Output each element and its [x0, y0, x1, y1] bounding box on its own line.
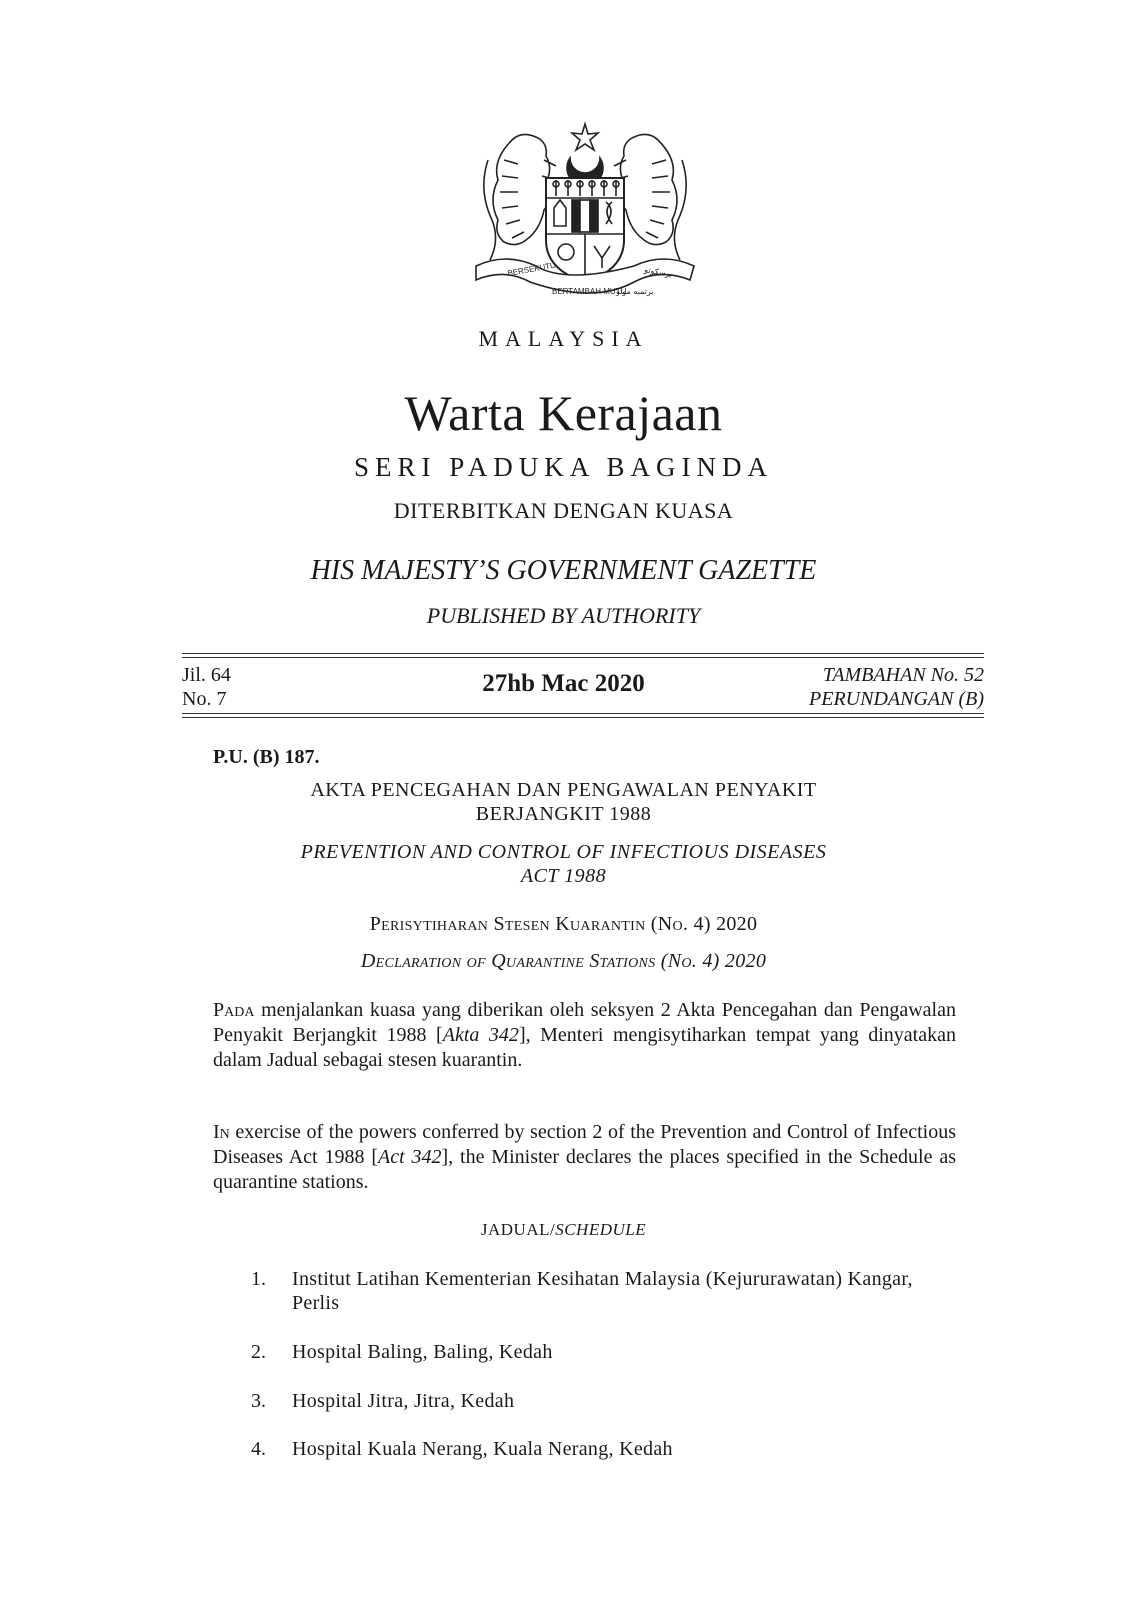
pu-number: P.U. (B) 187. — [213, 746, 320, 768]
published-by-authority-ms: DITERBITKAN DENGAN KUASA — [393, 498, 734, 523]
act-title-en-line1: PREVENTION AND CONTROL OF INFECTIOUS DISEASES — [300, 841, 827, 863]
schedule-title-ms: JADUAL/ — [480, 1220, 556, 1239]
gazette-title-en: HIS MAJESTY’S GOVERNMENT GAZETTE — [310, 555, 817, 586]
schedule-item-number: 2. — [251, 1341, 266, 1363]
divider — [182, 717, 984, 718]
supplement-number: TAMBAHAN No. 52 — [822, 664, 984, 686]
paragraph-ms-text: menjalankan kuasa yang diberikan oleh seksyen 2 Akta Pencegahan dan Pengawalan Penyakit Berjangkit 1988 [ — [213, 999, 956, 1046]
schedule-item-number: 4. — [251, 1438, 266, 1460]
act-title-ms-line1: AKTA PENCEGAHAN DAN PENGAWALAN PENYAKIT — [310, 779, 817, 801]
country-name: MALAYSIA — [478, 326, 649, 351]
divider — [182, 713, 984, 714]
paragraph-ms — [213, 998, 956, 1073]
divider — [182, 657, 984, 658]
paragraph-en-text: exercise of the powers conferred by section 2 of the Prevention and Control of Infectious Diseases Act 1988 [ — [213, 1121, 956, 1168]
gazette-title: Warta Kerajaan — [404, 385, 723, 441]
schedule-title — [0, 1220, 1127, 1240]
supplement-category: PERUNDANGAN (B) — [809, 688, 984, 710]
act-title-en-line2: ACT 1988 — [520, 865, 607, 887]
schedule-item-text: Hospital Baling, Baling, Kedah — [292, 1341, 553, 1363]
paragraph-en-lead: In — [213, 1121, 230, 1143]
motto-center-jawi: برتمبه موتو — [616, 287, 654, 296]
schedule-item-text: Institut Latihan Kementerian Kesihatan Malaysia (Kejururawatan) Kangar, Perlis — [292, 1268, 913, 1314]
malaysia-coat-of-arms — [472, 120, 698, 306]
schedule-title-en: SCHEDULE — [555, 1220, 647, 1239]
paragraph-en — [213, 1120, 956, 1195]
supplement-info — [809, 663, 984, 711]
issue-number: No. 7 — [182, 688, 227, 710]
motto-center: BERTAMBAH MUTU — [552, 287, 627, 296]
schedule-item-number: 3. — [251, 1390, 266, 1412]
paragraph-ms-text-end: ], Menteri mengisytiharkan tempat yang dinyatakan dalam Jadual sebagai stesen kuarantin. — [213, 1024, 956, 1071]
schedule-item — [240, 1340, 956, 1364]
act-reference-ms: Akta 342 — [442, 1024, 519, 1046]
volume: Jil. 64 — [182, 664, 231, 686]
schedule-item-number: 1. — [251, 1268, 266, 1290]
paragraph-en-text-end: ], the Minister declares the places specified in the Schedule as quarantine stations. — [213, 1146, 956, 1193]
declaration-title-en: Declaration of Quarantine Stations (No. 4) 2020 — [360, 950, 767, 972]
published-by-authority-en: PUBLISHED BY AUTHORITY — [426, 603, 701, 628]
issue-date: 27hb Mac 2020 — [482, 670, 645, 697]
declaration-title-ms: Perisytiharan Stesen Kuarantin (No. 4) 2020 — [369, 913, 758, 935]
schedule-item-text: Hospital Kuala Nerang, Kuala Nerang, Kedah — [292, 1438, 673, 1460]
paragraph-ms-lead: Pada — [213, 999, 255, 1021]
act-title-ms — [0, 778, 1127, 826]
divider — [182, 653, 984, 654]
act-title-ms-line2: BERJANGKIT 1988 — [475, 803, 652, 825]
schedule-item — [240, 1267, 956, 1315]
act-title-en — [0, 840, 1127, 888]
motto-right-jawi: برسكوتو — [643, 265, 674, 279]
schedule-item — [240, 1389, 956, 1413]
act-reference-en: Act 342 — [377, 1146, 442, 1168]
motto-left: BERSEKUTU — [506, 260, 557, 278]
schedule-item — [240, 1437, 956, 1461]
schedule-item-text: Hospital Jitra, Jitra, Kedah — [292, 1390, 515, 1412]
gazette-subtitle: SERI PADUKA BAGINDA — [353, 452, 774, 482]
